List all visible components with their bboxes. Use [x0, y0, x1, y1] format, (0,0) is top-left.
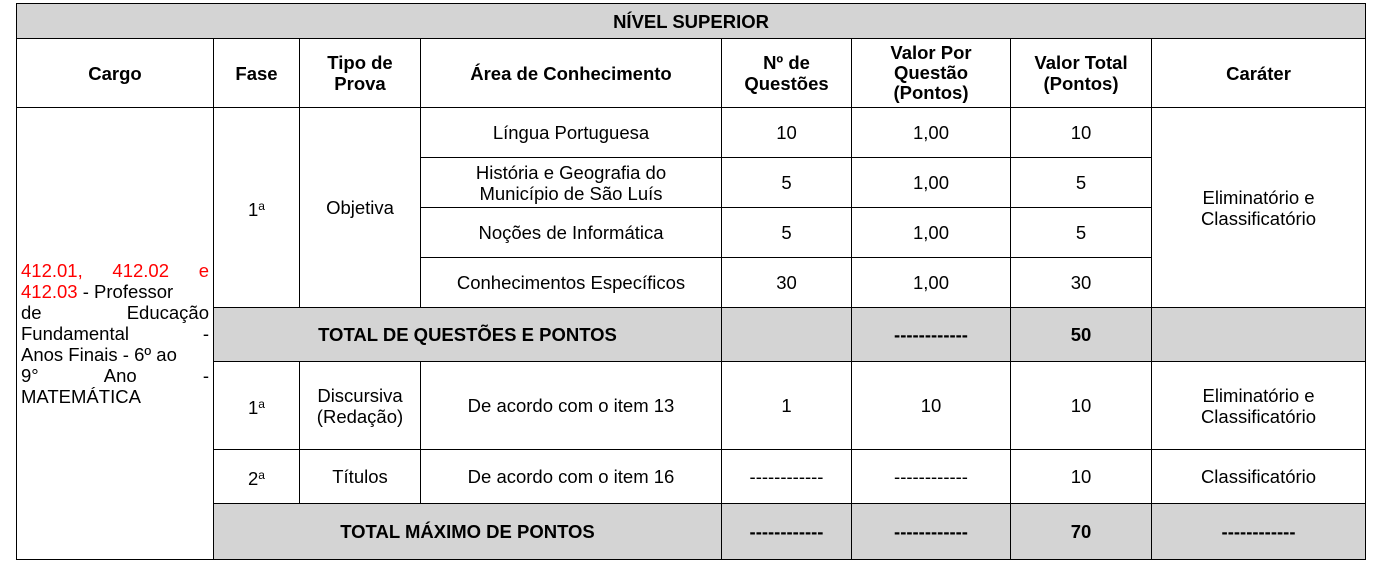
questoes-cell: 10: [722, 108, 852, 158]
total-questoes-total: 50: [1011, 308, 1152, 362]
fase-objetiva: 1$^a$: [214, 108, 300, 308]
total-maximo-valor: ------------: [852, 504, 1011, 560]
tipo-discursiva: Discursiva (Redação): [300, 362, 421, 450]
header-row: [17, 39, 1366, 108]
valor-cell: 1,00: [852, 158, 1011, 208]
area-cell: Noções de Informática: [421, 208, 722, 258]
valor-cell: 1,00: [852, 258, 1011, 308]
total-questoes-valor: ------------: [852, 308, 1011, 362]
total-cell: 5: [1011, 208, 1152, 258]
header-fase: Fase: [214, 39, 300, 108]
valor-cell: 10: [852, 362, 1011, 450]
fase-discursiva: 1$^a$: [214, 362, 300, 450]
area-cell: De acordo com o item 13: [421, 362, 722, 450]
header-valor-por-questao: Valor Por Questão (Pontos): [852, 39, 1011, 108]
area-cell: História e Geografia do Município de São Luís: [421, 158, 722, 208]
total-maximo-total: 70: [1011, 504, 1152, 560]
tipo-objetiva: Objetiva: [300, 108, 421, 308]
total-questoes-row: [17, 308, 1366, 362]
carater-objetiva: Eliminatório e Classificatório: [1152, 108, 1366, 308]
header-tipo: Tipo de Prova: [300, 39, 421, 108]
area-cell: Língua Portuguesa: [421, 108, 722, 158]
total-questoes-empty: [722, 308, 852, 362]
valor-cell: 1,00: [852, 108, 1011, 158]
total-maximo-row: [17, 504, 1366, 560]
valor-cell: ------------: [852, 450, 1011, 504]
table-row: [17, 450, 1366, 504]
questoes-cell: 5: [722, 208, 852, 258]
total-questoes-label: TOTAL DE QUESTÕES E PONTOS: [214, 308, 722, 362]
table-title: NÍVEL SUPERIOR: [17, 4, 1366, 39]
questoes-cell: 30: [722, 258, 852, 308]
carater-titulos: Classificatório: [1152, 450, 1366, 504]
header-carater: Caráter: [1152, 39, 1366, 108]
total-cell: 10: [1011, 108, 1152, 158]
table-row: [17, 108, 1366, 158]
total-cell: 10: [1011, 362, 1152, 450]
header-questoes: Nº de Questões: [722, 39, 852, 108]
total-questoes-carater: [1152, 308, 1366, 362]
header-cargo: Cargo: [17, 39, 214, 108]
questoes-cell: 1: [722, 362, 852, 450]
questoes-cell: 5: [722, 158, 852, 208]
table-row: [17, 362, 1366, 450]
total-cell: 5: [1011, 158, 1152, 208]
total-cell: 10: [1011, 450, 1152, 504]
exam-table: [16, 3, 1366, 560]
area-cell: De acordo com o item 16: [421, 450, 722, 504]
cargo-cell: 412.01, 412.02 e 412.03 - Professor de Educação Fundamental - Anos Finais - 6º ao 9° Ano - MATEMÁTICA: [17, 108, 214, 560]
area-cell: Conhecimentos Específicos: [421, 258, 722, 308]
total-maximo-questoes: ------------: [722, 504, 852, 560]
title-row: [17, 4, 1366, 39]
valor-cell: 1,00: [852, 208, 1011, 258]
total-cell: 30: [1011, 258, 1152, 308]
carater-discursiva: Eliminatório e Classificatório: [1152, 362, 1366, 450]
header-area: Área de Conhecimento: [421, 39, 722, 108]
header-valor-total: Valor Total (Pontos): [1011, 39, 1152, 108]
tipo-titulos: Títulos: [300, 450, 421, 504]
fase-titulos: 2$^a$: [214, 450, 300, 504]
total-maximo-label: TOTAL MÁXIMO DE PONTOS: [214, 504, 722, 560]
total-maximo-carater: ------------: [1152, 504, 1366, 560]
questoes-cell: ------------: [722, 450, 852, 504]
